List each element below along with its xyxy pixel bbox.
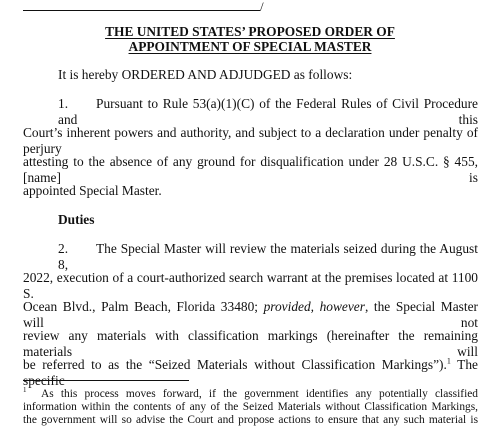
paragraph-2-line-5: [23, 357, 478, 389]
blank-line: [23, 10, 260, 11]
caption-slash: /: [260, 0, 264, 14]
document-title-line-1: THE UNITED STATES’ PROPOSED ORDER OF: [105, 24, 395, 39]
paragraph-2-line-5-part-a: be referred to as the “Seized Materials without Classification Markings”).: [23, 357, 447, 372]
footnote-line-3: the government will so advise the Court and propose actions to ensure that any such material is: [23, 414, 478, 426]
intro-text: It is hereby ORDERED AND ADJUDGED as follows:: [58, 67, 353, 82]
footnote-separator: [23, 380, 189, 381]
paragraph-2-line-4: review any materials with classification markings (hereinafter the remaining materials will: [23, 328, 478, 359]
paragraph-2-line-5-part-b: The specific: [23, 357, 478, 388]
paragraph-1-line-2: Court’s inherent powers and authority, and subject to a declaration under penalty of perjury: [23, 125, 478, 156]
document-title-line-2: APPOINTMENT OF SPECIAL MASTER: [128, 39, 372, 54]
paragraph-2-text-1: The Special Master will review the materials seized during the August 8,: [58, 241, 478, 272]
signature-rule: [23, 2, 266, 14]
duties-heading: Duties: [58, 212, 95, 227]
paragraph-1-number: 1.: [58, 96, 69, 111]
paragraph-2-italic-proviso: provided, however: [263, 299, 365, 314]
paragraph-2-line-3-part-b: , the Special Master will not: [23, 299, 478, 330]
paragraph-2-line-3: [23, 299, 478, 331]
paragraph-1-text-1: Pursuant to Rule 53(a)(1)(C) of the Federal Rules of Civil Procedure and this: [58, 96, 478, 127]
paragraph-2-number: 2.: [58, 241, 69, 256]
paragraph-1-line-1: [58, 96, 478, 128]
footnote-reference[interactable]: 1: [446, 356, 451, 366]
paragraph-2-line-1: [58, 241, 478, 273]
footnote-line-2: information within the contents of any of the Seized Materials without Classification Markings,: [23, 401, 478, 413]
paragraph-2-line-2: 2022, execution of a court-authorized search warrant at the premises located at 1100 S.: [23, 270, 478, 301]
paragraph-1-line-4: appointed Special Master.: [23, 183, 162, 198]
paragraph-2-line-3-part-a: Ocean Blvd., Palm Beach, Florida 33480;: [23, 299, 264, 314]
paragraph-1-line-3: attesting to the absence of any ground for disqualification under 28 U.S.C. § 455, [name] is: [23, 154, 478, 185]
footnote-line-1: 1 As this process moves forward, if the government identifies any potentially classified: [23, 386, 478, 400]
footnote-text-1: As this process moves forward, if the government identifies any potentially classified: [41, 388, 478, 400]
